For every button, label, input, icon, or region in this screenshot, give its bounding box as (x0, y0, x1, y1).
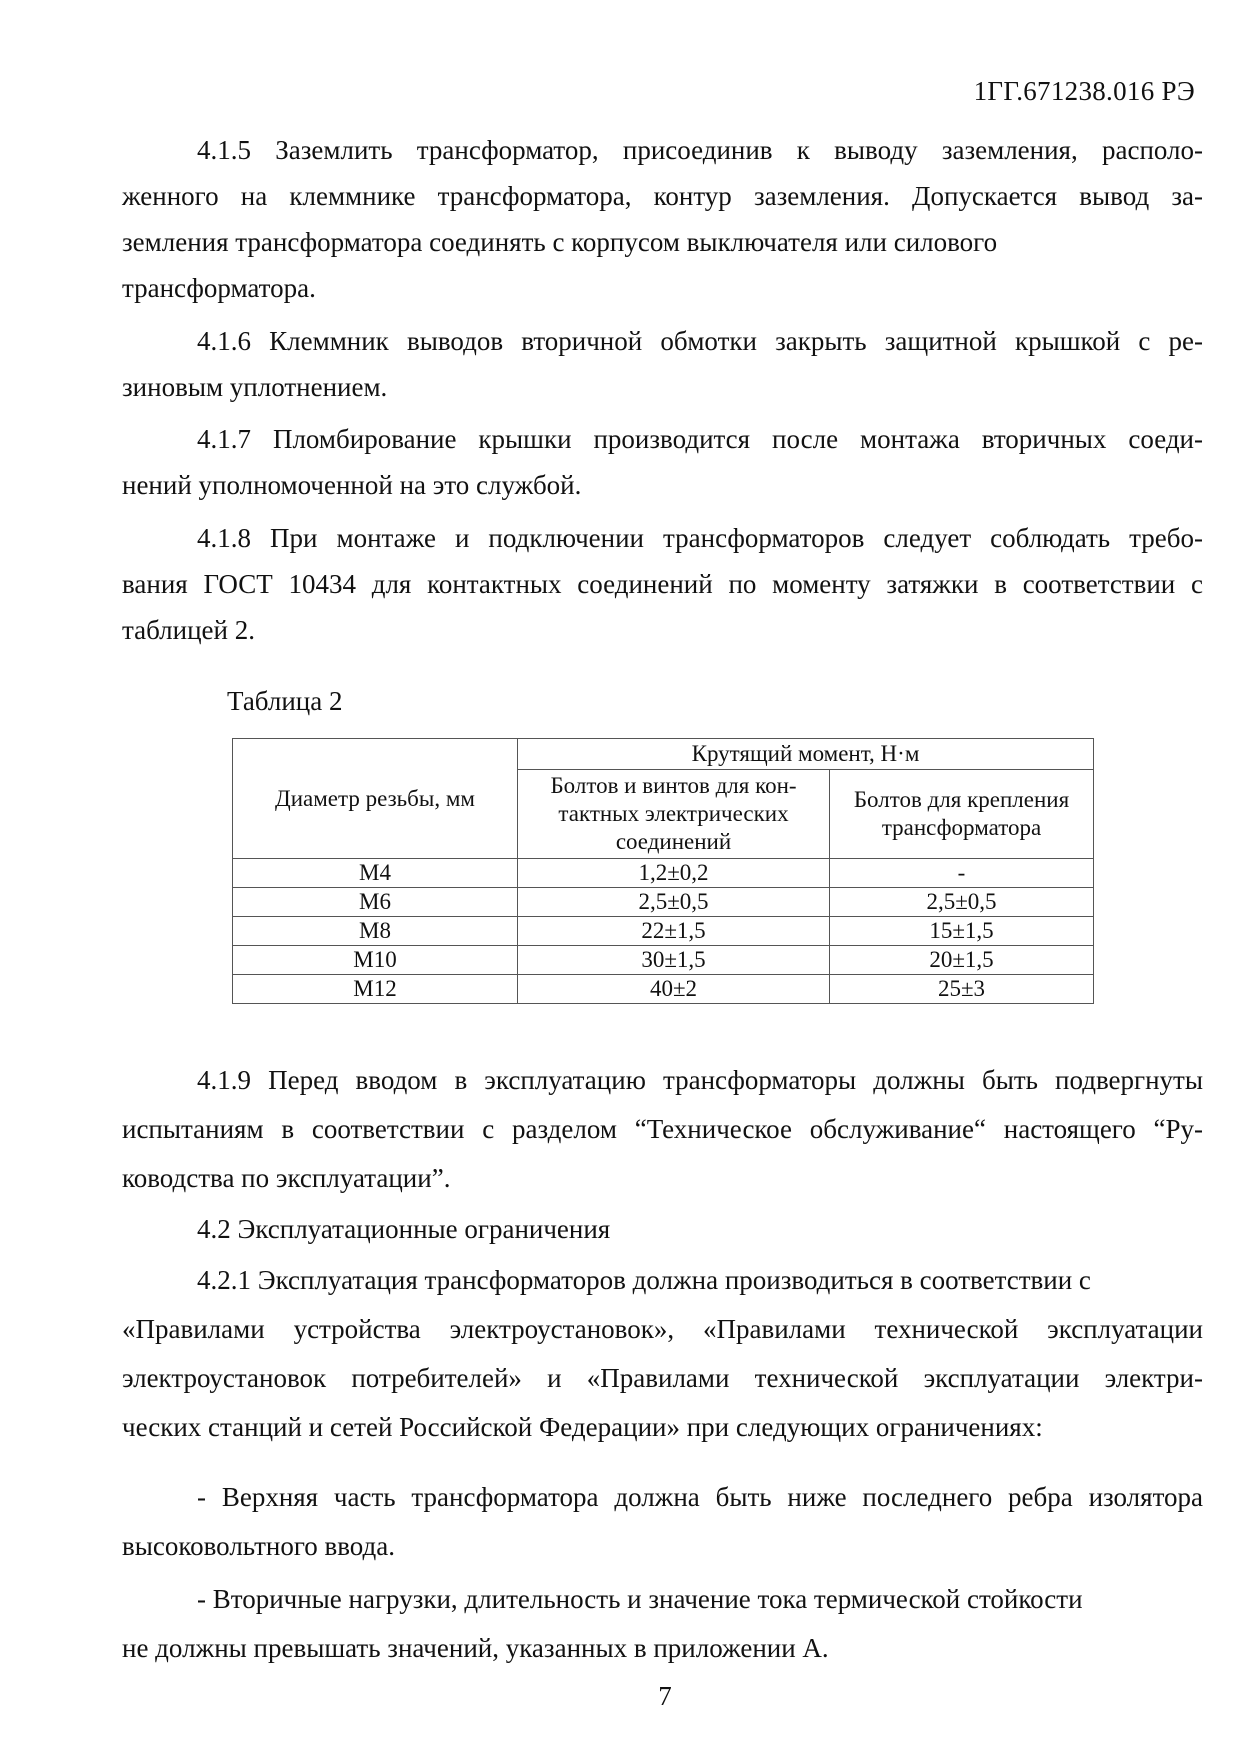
header-torque-group: Крутящий момент, Н·м (518, 739, 1094, 770)
bullet-1-line-2: высоковольтного ввода. (122, 1531, 395, 1561)
cell-mount: 15±1,5 (830, 917, 1094, 946)
paragraph-4-1-5-line-1: 4.1.5 Заземлить трансформатор, присоединив к выводу заземления, располо- (197, 135, 1203, 165)
paragraph-4-1-9-line-2: испытаниям в соответствии с разделом “Техническое обслуживание“ настоящего “Ру- (122, 1114, 1203, 1144)
paragraph-4-2-1-line-4: ческих станций и сетей Российской Федерации» при следующих ограничениях: (122, 1412, 1043, 1442)
torque-table (232, 738, 1094, 1004)
cell-mount: 20±1,5 (830, 946, 1094, 975)
cell-contact: 30±1,5 (518, 946, 830, 975)
paragraph-4-1-9-line-1: 4.1.9 Перед вводом в эксплуатацию трансформаторы должны быть подвергнуты (197, 1065, 1203, 1095)
paragraph-4-1-5-line-3: земления трансформатора соединять с корпусом выключателя или силового (122, 227, 998, 257)
table-row (233, 859, 1094, 888)
paragraph-4-1-7-line-2: нений уполномоченной на это службой. (122, 470, 582, 500)
header-contact-bolts: Болтов и винтов для кон- тактных электрических соединений (518, 770, 830, 859)
page-number: 7 (658, 1681, 672, 1711)
cell-diameter: М8 (233, 917, 518, 946)
cell-diameter: М6 (233, 888, 518, 917)
paragraph-4-1-8-line-2: вания ГОСТ 10434 для контактных соединений по моменту затяжки в соответствии с (122, 569, 1203, 599)
paragraph-4-1-6-line-1: 4.1.6 Клеммник выводов вторичной обмотки закрыть защитной крышкой с ре- (197, 326, 1203, 356)
paragraph-4-1-9-line-3: ководства по эксплуатации”. (122, 1163, 451, 1193)
bullet-1-line-1: - Верхняя часть трансформатора должна быть ниже последнего ребра изолятора (197, 1482, 1203, 1512)
bullet-2-line-2: не должны превышать значений, указанных в приложении А. (122, 1633, 829, 1663)
cell-diameter: М4 (233, 859, 518, 888)
cell-contact: 22±1,5 (518, 917, 830, 946)
cell-diameter: М10 (233, 946, 518, 975)
cell-mount: 25±3 (830, 975, 1094, 1004)
table-row (233, 917, 1094, 946)
table-row (233, 946, 1094, 975)
table-row (233, 975, 1094, 1004)
cell-contact: 1,2±0,2 (518, 859, 830, 888)
cell-diameter: М12 (233, 975, 518, 1004)
paragraph-4-1-8-line-1: 4.1.8 При монтаже и подключении трансформаторов следует соблюдать требо- (197, 523, 1203, 553)
paragraph-4-1-5-line-2: женного на клеммнике трансформатора, контур заземления. Допускается вывод за- (122, 181, 1203, 211)
section-heading-4-2: 4.2 Эксплуатационные ограничения (197, 1214, 611, 1244)
document-code: 1ГГ.671238.016 РЭ (973, 76, 1195, 106)
cell-mount: 2,5±0,5 (830, 888, 1094, 917)
table-caption: Таблица 2 (227, 686, 343, 716)
paragraph-4-1-6-line-2: зиновым уплотнением. (122, 372, 388, 402)
paragraph-4-2-1-line-2: «Правилами устройства электроустановок», «Правилами технической эксплуатации (122, 1314, 1203, 1344)
header-diameter: Диаметр резьбы, мм (233, 739, 518, 859)
paragraph-4-1-5-line-4: трансформатора. (122, 273, 316, 303)
paragraph-4-1-7-line-1: 4.1.7 Пломбирование крышки производится после монтажа вторичных соеди- (197, 424, 1203, 454)
cell-contact: 40±2 (518, 975, 830, 1004)
header-mount-bolts: Болтов для крепления трансформатора (830, 770, 1094, 859)
paragraph-4-2-1-line-3: электроустановок потребителей» и «Правилами технической эксплуатации электри- (122, 1363, 1203, 1393)
paragraph-4-2-1-line-1: 4.2.1 Эксплуатация трансформаторов должна производиться в соответствии с (197, 1265, 1091, 1295)
cell-mount: - (830, 859, 1094, 888)
table-row (233, 888, 1094, 917)
cell-contact: 2,5±0,5 (518, 888, 830, 917)
paragraph-4-1-8-line-3: таблицей 2. (122, 615, 255, 645)
bullet-2-line-1: - Вторичные нагрузки, длительность и значение тока термической стойкости (197, 1584, 1083, 1614)
